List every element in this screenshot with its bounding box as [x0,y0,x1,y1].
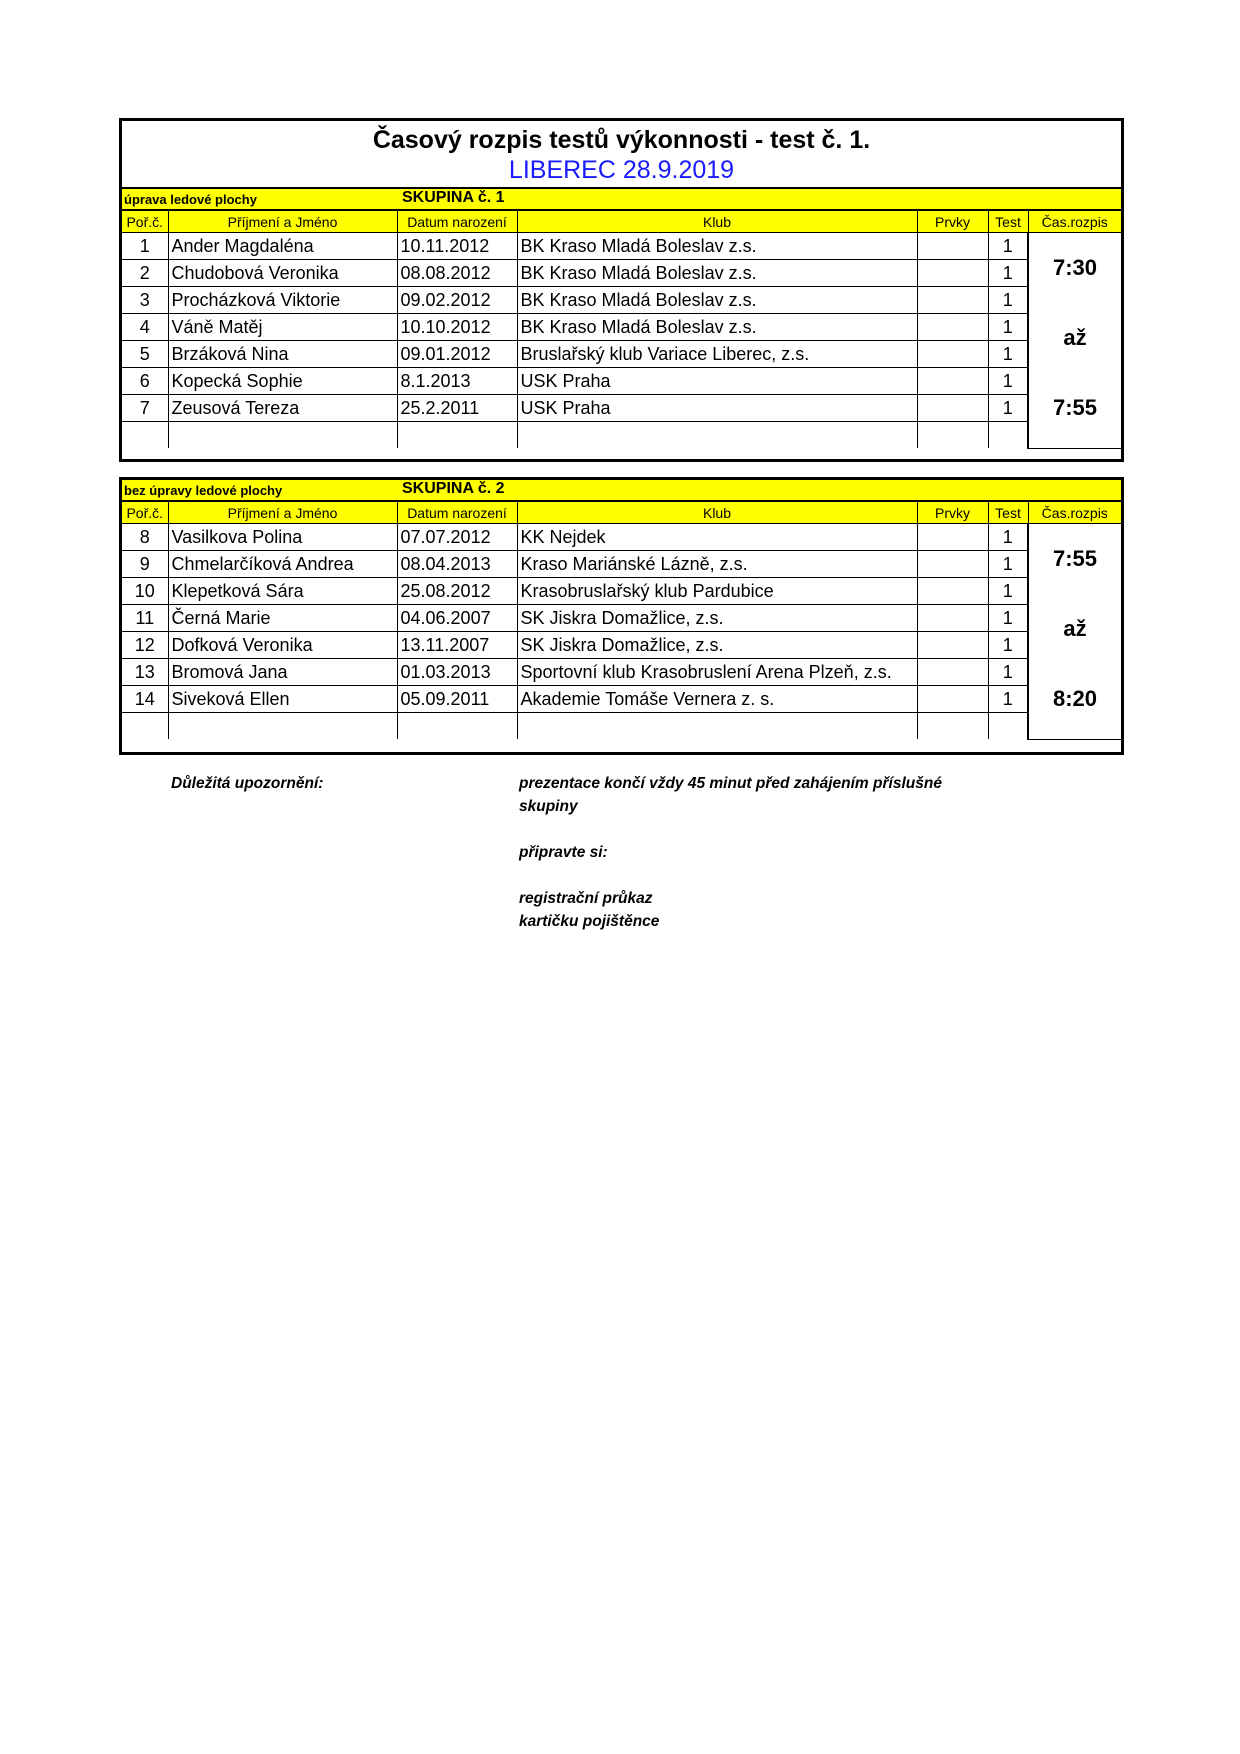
time-end: 7:55 [1052,395,1098,420]
cell-birth [397,713,517,740]
cell-order: 6 [122,368,168,395]
cell-name: Klepetková Sára [168,578,397,605]
group-header-2 [122,480,1121,501]
cell-club: SK Jiskra Domažlice, z.s. [517,632,917,659]
schedule-block-group-1 [119,118,1124,462]
cell-elements [917,605,988,632]
table-row [122,422,1121,449]
cell-order: 4 [122,314,168,341]
schedule-block-group-2 [119,477,1124,755]
cell-test [988,713,1028,740]
cell-elements [917,368,988,395]
cell-name [168,422,397,449]
schedule-cell [1028,524,1121,740]
notes-list [519,772,989,933]
cell-elements [917,551,988,578]
cell-name: Chudobová Veronika [168,260,397,287]
cell-birth: 10.11.2012 [397,233,517,260]
cell-order: 13 [122,659,168,686]
col-name: Příjmení a Jméno [168,502,397,524]
cell-elements [917,578,988,605]
cell-club: USK Praha [517,368,917,395]
cell-elements [917,233,988,260]
cell-birth: 08.04.2013 [397,551,517,578]
col-schedule: Čas.rozpis [1028,211,1121,233]
cell-test: 1 [988,260,1028,287]
cell-order: 5 [122,341,168,368]
cell-test: 1 [988,314,1028,341]
col-birth: Datum narození [397,502,517,524]
cell-club: Krasobruslařský klub Pardubice [517,578,917,605]
cell-birth: 13.11.2007 [397,632,517,659]
cell-name: Černá Marie [168,605,397,632]
cell-order: 2 [122,260,168,287]
col-test: Test [988,502,1028,524]
cell-name: Siveková Ellen [168,686,397,713]
page-subtitle: LIBEREC 28.9.2019 [508,156,735,184]
cell-elements [917,686,988,713]
cell-order [122,713,168,740]
cell-club: Bruslařský klub Variace Liberec, z.s. [517,341,917,368]
note-line: prezentace končí vždy 45 minut před zahájením příslušné [519,775,942,792]
cell-name [168,713,397,740]
col-name: Příjmení a Jméno [168,211,397,233]
time-start: 7:55 [1052,546,1098,571]
cell-birth: 25.08.2012 [397,578,517,605]
cell-club: Kraso Mariánské Lázně, z.s. [517,551,917,578]
cell-test: 1 [988,368,1028,395]
cell-test: 1 [988,524,1028,551]
cell-club [517,713,917,740]
table-row [122,395,1121,422]
cell-name: Zeusová Tereza [168,395,397,422]
group-label-1: SKUPINA č. 1 [402,189,505,206]
note-line: připravte si: [519,844,608,861]
table-row [122,524,1121,551]
group-header-1 [122,189,1121,210]
cell-birth: 09.01.2012 [397,341,517,368]
cell-name: Váně Matěj [168,314,397,341]
cell-club: Sportovní klub Krasobruslení Arena Plzeň, z.s. [517,659,917,686]
cell-elements [917,422,988,449]
cell-club: BK Kraso Mladá Boleslav z.s. [517,260,917,287]
time-separator: až [1063,325,1087,350]
cell-test: 1 [988,341,1028,368]
cell-test: 1 [988,233,1028,260]
cell-club [517,422,917,449]
cell-test: 1 [988,686,1028,713]
col-schedule: Čas.rozpis [1028,502,1121,524]
column-header-row [122,211,1121,233]
cell-elements [917,314,988,341]
cell-club: SK Jiskra Domažlice, z.s. [517,605,917,632]
cell-order: 3 [122,287,168,314]
cell-order: 10 [122,578,168,605]
schedule-cell [1028,233,1121,449]
col-elements: Prvky [917,211,988,233]
table-row [122,551,1121,578]
cell-test: 1 [988,551,1028,578]
cell-name: Chmelarčíková Andrea [168,551,397,578]
time-start: 7:30 [1052,255,1098,280]
participants-table-2 [122,501,1121,740]
table-row [122,605,1121,632]
cell-name: Bromová Jana [168,659,397,686]
cell-name: Vasilkova Polina [168,524,397,551]
table-row [122,632,1121,659]
cell-club: BK Kraso Mladá Boleslav z.s. [517,287,917,314]
time-end: 8:20 [1052,686,1098,711]
cell-order: 9 [122,551,168,578]
cell-birth: 25.2.2011 [397,395,517,422]
table-row [122,341,1121,368]
table-row [122,686,1121,713]
cell-elements [917,713,988,740]
cell-birth: 08.08.2012 [397,260,517,287]
cell-elements [917,659,988,686]
col-order: Poř.č. [122,211,168,233]
table-row [122,368,1121,395]
cell-name: Ander Magdaléna [168,233,397,260]
cell-test: 1 [988,632,1028,659]
cell-test: 1 [988,605,1028,632]
participants-table-1 [122,210,1121,449]
cell-birth: 01.03.2013 [397,659,517,686]
cell-elements [917,260,988,287]
cell-birth: 8.1.2013 [397,368,517,395]
cell-order: 8 [122,524,168,551]
cell-birth: 07.07.2012 [397,524,517,551]
time-separator: až [1063,616,1087,641]
cell-name: Brzáková Nina [168,341,397,368]
note-line: registrační průkaz [519,890,653,907]
cell-test [988,422,1028,449]
table-row [122,713,1121,740]
column-header-row [122,502,1121,524]
cell-club: KK Nejdek [517,524,917,551]
cell-club: USK Praha [517,395,917,422]
note-line: kartičku pojištěnce [519,913,660,930]
col-elements: Prvky [917,502,988,524]
table-row [122,578,1121,605]
table-row [122,233,1121,260]
table-row [122,260,1121,287]
cell-test: 1 [988,287,1028,314]
notes-heading: Důležitá upozornění: [171,775,324,792]
ice-note-1: úprava ledové plochy [124,192,257,207]
cell-test: 1 [988,395,1028,422]
table-row [122,659,1121,686]
col-club: Klub [517,502,917,524]
cell-test: 1 [988,578,1028,605]
cell-birth: 05.09.2011 [397,686,517,713]
cell-order: 14 [122,686,168,713]
table-row [122,314,1121,341]
col-club: Klub [517,211,917,233]
cell-elements [917,341,988,368]
cell-elements [917,632,988,659]
ice-note-2: bez úpravy ledové plochy [124,483,283,498]
cell-name: Procházková Viktorie [168,287,397,314]
cell-order: 11 [122,605,168,632]
note-line: skupiny [519,798,578,815]
table-row [122,287,1121,314]
cell-club: Akademie Tomáše Vernera z. s. [517,686,917,713]
cell-elements [917,524,988,551]
page-title: Časový rozpis testů výkonnosti - test č. 1. [372,126,871,154]
cell-birth: 09.02.2012 [397,287,517,314]
cell-club: BK Kraso Mladá Boleslav z.s. [517,314,917,341]
col-order: Poř.č. [122,502,168,524]
cell-elements [917,395,988,422]
col-test: Test [988,211,1028,233]
cell-birth: 10.10.2012 [397,314,517,341]
cell-birth [397,422,517,449]
cell-club: BK Kraso Mladá Boleslav z.s. [517,233,917,260]
cell-test: 1 [988,659,1028,686]
cell-elements [917,287,988,314]
cell-order: 1 [122,233,168,260]
cell-name: Dofková Veronika [168,632,397,659]
cell-order [122,422,168,449]
cell-name: Kopecká Sophie [168,368,397,395]
cell-order: 12 [122,632,168,659]
cell-order: 7 [122,395,168,422]
cell-birth: 04.06.2007 [397,605,517,632]
title-area [122,121,1121,189]
group-label-2: SKUPINA č. 2 [402,480,505,497]
col-birth: Datum narození [397,211,517,233]
